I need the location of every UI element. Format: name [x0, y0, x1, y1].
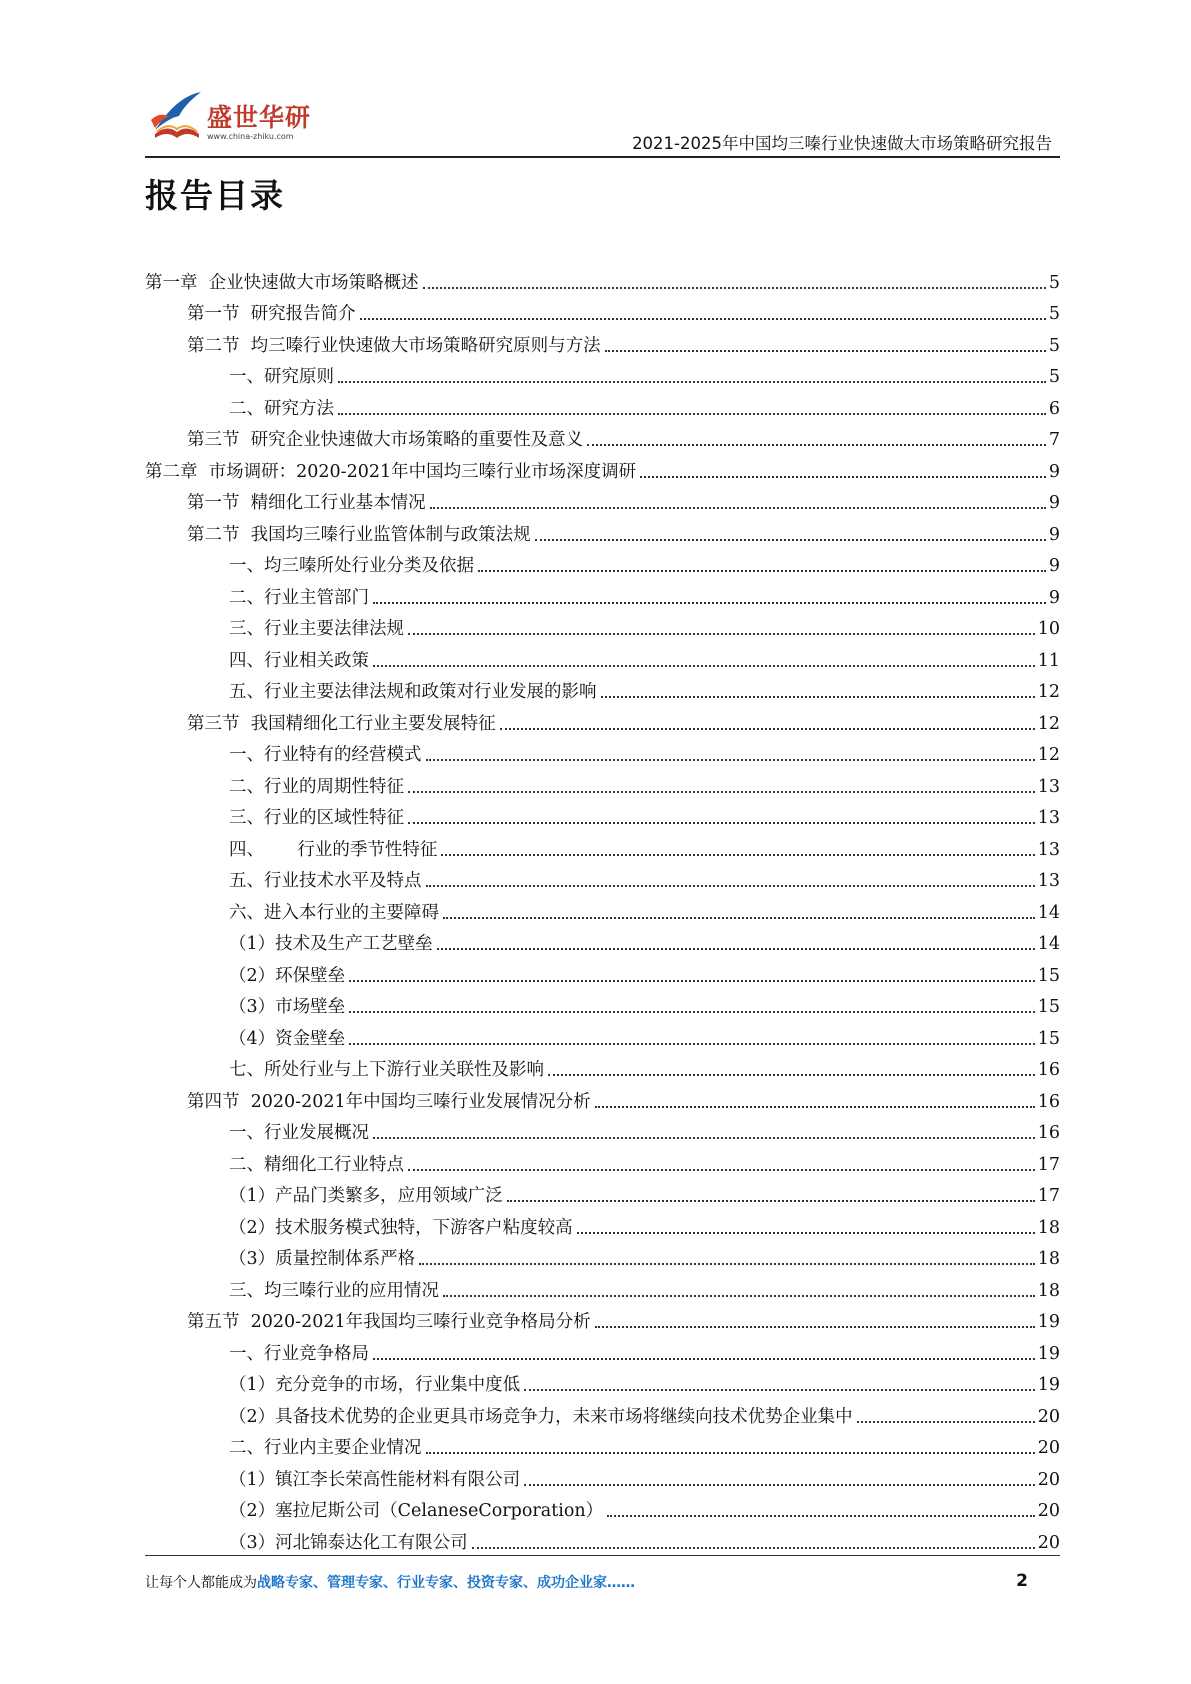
toc-entry-page: 13 — [1037, 839, 1060, 860]
toc-entry-page: 5 — [1048, 272, 1060, 293]
toc-entry[interactable] — [145, 388, 1060, 420]
page-footer — [145, 1572, 1060, 1596]
toc-dot-leader — [408, 822, 1035, 824]
toc-entry-page: 5 — [1048, 304, 1060, 324]
toc-entry-label: 三、行业的区域性特征 — [229, 808, 404, 828]
toc-dot-leader — [373, 665, 1035, 667]
toc-entry[interactable] — [145, 1176, 1060, 1208]
toc-entry-page: 20 — [1037, 1438, 1060, 1458]
toc-entry[interactable] — [145, 546, 1060, 578]
toc-dot-leader — [373, 1358, 1035, 1360]
toc-dot-leader — [507, 1200, 1035, 1202]
toc-entry-page: 9 — [1048, 524, 1060, 545]
toc-entry-label: 二、精细化工行业特点 — [229, 1154, 404, 1175]
toc-entry-label: 第五节 2020-2021年我国均三嗪行业竞争格局分析 — [187, 1312, 591, 1332]
toc-entry-label: 第一节 精细化工行业基本情况 — [187, 493, 426, 513]
toc-entry-label: 五、行业主要法律法规和政策对行业发展的影响 — [229, 682, 597, 702]
toc-entry[interactable] — [145, 1428, 1060, 1460]
toc-entry-label: 六、进入本行业的主要障碍 — [229, 902, 439, 923]
toc-entry-page: 18 — [1037, 1217, 1060, 1238]
toc-entry[interactable] — [145, 987, 1060, 1019]
toc-entry-label: （2）环保壁垒 — [229, 965, 346, 986]
toc-entry-page: 20 — [1037, 1469, 1060, 1490]
toc-dot-leader — [595, 1326, 1035, 1328]
toc-dot-leader — [349, 980, 1035, 982]
toc-entry[interactable] — [145, 1333, 1060, 1365]
toc-dot-leader — [423, 287, 1046, 289]
document-title: 2021-2025年中国均三嗪行业快速做大市场策略研究报告 — [632, 134, 1052, 153]
toc-entry-label: 一、行业竞争格局 — [229, 1343, 369, 1364]
toc-entry-page: 10 — [1037, 619, 1060, 639]
toc-entry-page: 19 — [1037, 1343, 1060, 1364]
toc-entry-label: （2）具备技术优势的企业更具市场竞争力，未来市场将继续向技术优势企业集中 — [229, 1406, 853, 1427]
toc-entry[interactable] — [145, 924, 1060, 956]
toc-entry[interactable] — [145, 703, 1060, 735]
toc-entry-page: 12 — [1037, 682, 1060, 702]
toc-entry[interactable] — [145, 609, 1060, 641]
toc-dot-leader — [408, 633, 1035, 635]
toc-entry-page: 11 — [1037, 650, 1060, 671]
toc-dot-leader — [587, 444, 1046, 446]
toc-entry-label: 二、行业内主要企业情况 — [229, 1438, 422, 1458]
footer-divider — [145, 1555, 1060, 1556]
toc-entry-page: 14 — [1037, 902, 1060, 923]
toc-dot-leader — [373, 602, 1046, 604]
toc-dot-leader — [857, 1421, 1035, 1423]
toc-entry-page: 14 — [1037, 934, 1060, 954]
logo-book-icon — [145, 82, 209, 146]
toc-dot-leader — [478, 570, 1046, 572]
toc-dot-leader — [443, 917, 1035, 919]
toc-entry-page: 19 — [1037, 1312, 1060, 1332]
toc-dot-leader — [524, 1484, 1035, 1486]
toc-dot-leader — [437, 948, 1035, 950]
company-logo — [145, 82, 325, 152]
toc-entry-page: 9 — [1048, 461, 1060, 482]
toc-entry[interactable] — [145, 451, 1060, 483]
toc-entry-label: （1）技术及生产工艺壁垒 — [229, 934, 433, 954]
toc-entry[interactable] — [145, 955, 1060, 987]
toc-entry-page: 20 — [1037, 1406, 1060, 1427]
toc-entry-label: （3）市场壁垒 — [229, 997, 346, 1017]
toc-entry-label: 第一章 企业快速做大市场策略概述 — [145, 272, 419, 293]
logo-text: 盛世华研 — [207, 103, 312, 132]
footer-slogan-highlight: 战略专家、管理专家、行业专家、投资专家、成功企业家…… — [257, 1575, 635, 1591]
toc-entry-label: 第二章 市场调研：2020-2021年中国均三嗪行业市场深度调研 — [145, 461, 637, 482]
toc-entry[interactable] — [145, 672, 1060, 704]
toc-dot-leader — [607, 1515, 1035, 1517]
toc-entry-label: 二、行业的周期性特征 — [229, 776, 404, 797]
toc-entry-label: （3）河北锦泰达化工有限公司 — [229, 1532, 468, 1553]
toc-dot-leader — [338, 381, 1046, 383]
toc-entry-page: 12 — [1037, 745, 1060, 765]
toc-entry-page: 15 — [1037, 997, 1060, 1017]
toc-dot-leader — [360, 318, 1046, 320]
toc-entry-page: 18 — [1037, 1280, 1060, 1301]
toc-entry-label: （1）充分竞争的市场，行业集中度低 — [229, 1375, 521, 1395]
toc-entry-label: 三、均三嗪行业的应用情况 — [229, 1280, 439, 1301]
toc-entry[interactable] — [145, 420, 1060, 452]
toc-entry-label: 五、行业技术水平及特点 — [229, 871, 422, 891]
toc-entry-page: 17 — [1037, 1154, 1060, 1175]
toc-entry-label: 二、研究方法 — [229, 398, 334, 419]
toc-entry[interactable] — [145, 483, 1060, 515]
toc-entry[interactable] — [145, 861, 1060, 893]
toc-dot-leader — [535, 539, 1046, 541]
toc-dot-leader — [430, 507, 1046, 509]
toc-entry[interactable] — [145, 357, 1060, 389]
toc-entry[interactable] — [145, 640, 1060, 672]
toc-entry[interactable] — [145, 294, 1060, 326]
toc-entry-label: 四、行业相关政策 — [229, 650, 369, 671]
toc-entry-label: 第三节 我国精细化工行业主要发展特征 — [187, 713, 496, 734]
toc-dot-leader — [548, 1074, 1035, 1076]
toc-entry[interactable] — [145, 262, 1060, 294]
toc-dot-leader — [426, 759, 1035, 761]
toc-entry-label: 第一节 研究报告简介 — [187, 304, 356, 324]
toc-entry-label: （3）质量控制体系严格 — [229, 1249, 416, 1269]
toc-entry-label: 三、行业主要法律法规 — [229, 619, 404, 639]
toc-entry[interactable] — [145, 1207, 1060, 1239]
toc-entry-label: （1）镇江李长荣高性能材料有限公司 — [229, 1469, 521, 1490]
toc-dot-leader — [338, 413, 1046, 415]
toc-entry-page: 20 — [1037, 1501, 1060, 1521]
toc-entry-page: 13 — [1037, 776, 1060, 797]
toc-entry-label: （1）产品门类繁多，应用领域广泛 — [229, 1186, 503, 1206]
footer-slogan-prefix: 让每个人都能成为 — [145, 1575, 257, 1591]
toc-dot-leader — [408, 791, 1035, 793]
toc-dot-leader — [349, 1043, 1035, 1045]
toc-entry-page: 16 — [1037, 1091, 1060, 1112]
toc-entry[interactable] — [145, 766, 1060, 798]
toc-entry[interactable] — [145, 1491, 1060, 1523]
toc-entry-page: 5 — [1048, 335, 1060, 356]
toc-entry-page: 15 — [1037, 1028, 1060, 1049]
toc-entry-page: 17 — [1037, 1186, 1060, 1206]
toc-entry[interactable] — [145, 1302, 1060, 1334]
toc-entry[interactable] — [145, 1144, 1060, 1176]
toc-entry-page: 19 — [1037, 1375, 1060, 1395]
toc-entry-label: 一、行业特有的经营模式 — [229, 745, 422, 765]
toc-entry[interactable] — [145, 577, 1060, 609]
toc-entry-label: 七、所处行业与上下游行业关联性及影响 — [229, 1060, 544, 1080]
toc-entry[interactable] — [145, 514, 1060, 546]
toc-entry-page: 9 — [1048, 587, 1060, 608]
toc-entry-label: 第四节 2020-2021年中国均三嗪行业发展情况分析 — [187, 1091, 591, 1112]
toc-entry[interactable] — [145, 1270, 1060, 1302]
toc-entry[interactable] — [145, 735, 1060, 767]
toc-entry-page: 5 — [1048, 367, 1060, 387]
page-number: 2 — [1016, 1571, 1028, 1591]
toc-dot-leader — [524, 1389, 1035, 1391]
toc-entry-page: 18 — [1037, 1249, 1060, 1269]
header-divider — [145, 156, 1060, 158]
toc-dot-leader — [441, 854, 1034, 856]
toc-entry[interactable] — [145, 798, 1060, 830]
toc-dot-leader — [426, 885, 1035, 887]
toc-entry[interactable] — [145, 1365, 1060, 1397]
toc-entry[interactable] — [145, 1018, 1060, 1050]
toc-entry-page: 13 — [1037, 871, 1060, 891]
toc-dot-leader — [595, 1106, 1035, 1108]
table-of-contents — [145, 262, 1060, 1554]
toc-entry[interactable] — [145, 1113, 1060, 1145]
toc-entry-label: 第二节 均三嗪行业快速做大市场策略研究原则与方法 — [187, 335, 601, 356]
toc-dot-leader — [601, 696, 1035, 698]
toc-dot-leader — [605, 350, 1046, 352]
toc-entry-label: 一、均三嗪所处行业分类及依据 — [229, 556, 474, 576]
page-header — [145, 82, 1060, 156]
toc-entry[interactable] — [145, 1522, 1060, 1554]
toc-dot-leader — [408, 1169, 1035, 1171]
toc-entry-page: 9 — [1048, 556, 1060, 576]
toc-entry-label: 四、 行业的季节性特征 — [229, 839, 438, 860]
toc-entry-page: 9 — [1048, 493, 1060, 513]
toc-entry[interactable] — [145, 1459, 1060, 1491]
toc-dot-leader — [443, 1295, 1035, 1297]
toc-entry[interactable] — [145, 1239, 1060, 1271]
toc-entry-label: 第二节 我国均三嗪行业监管体制与政策法规 — [187, 524, 531, 545]
toc-entry-page: 16 — [1037, 1123, 1060, 1143]
toc-entry-page: 20 — [1037, 1532, 1060, 1553]
toc-entry[interactable] — [145, 1396, 1060, 1428]
toc-dot-leader — [577, 1232, 1035, 1234]
toc-dot-leader — [373, 1137, 1035, 1139]
toc-entry-page: 13 — [1037, 808, 1060, 828]
toc-entry-label: （4）资金壁垒 — [229, 1028, 346, 1049]
toc-entry[interactable] — [145, 829, 1060, 861]
toc-dot-leader — [426, 1452, 1035, 1454]
toc-dot-leader — [419, 1263, 1035, 1265]
toc-entry-page: 12 — [1037, 713, 1060, 734]
toc-entry-page: 6 — [1048, 398, 1060, 419]
toc-entry-label: （2）技术服务模式独特，下游客户粘度较高 — [229, 1217, 573, 1238]
toc-entry[interactable] — [145, 892, 1060, 924]
toc-entry-page: 15 — [1037, 965, 1060, 986]
logo-url: www.china-zhiku.com — [207, 132, 294, 141]
toc-entry-label: 第三节 研究企业快速做大市场策略的重要性及意义 — [187, 430, 584, 450]
toc-entry-label: 一、行业发展概况 — [229, 1123, 369, 1143]
toc-entry[interactable] — [145, 325, 1060, 357]
toc-entry[interactable] — [145, 1050, 1060, 1082]
toc-entry-label: 二、行业主管部门 — [229, 587, 369, 608]
toc-dot-leader — [640, 476, 1046, 478]
toc-entry[interactable] — [145, 1081, 1060, 1113]
toc-entry-label: （2）塞拉尼斯公司（CelaneseCorporation） — [229, 1501, 604, 1521]
toc-entry-label: 一、研究原则 — [229, 367, 334, 387]
toc-dot-leader — [349, 1011, 1035, 1013]
toc-entry-page: 16 — [1037, 1060, 1060, 1080]
toc-dot-leader — [472, 1547, 1035, 1549]
toc-dot-leader — [500, 728, 1035, 730]
toc-heading: 报告目录 — [145, 176, 285, 215]
toc-entry-page: 7 — [1048, 430, 1060, 450]
